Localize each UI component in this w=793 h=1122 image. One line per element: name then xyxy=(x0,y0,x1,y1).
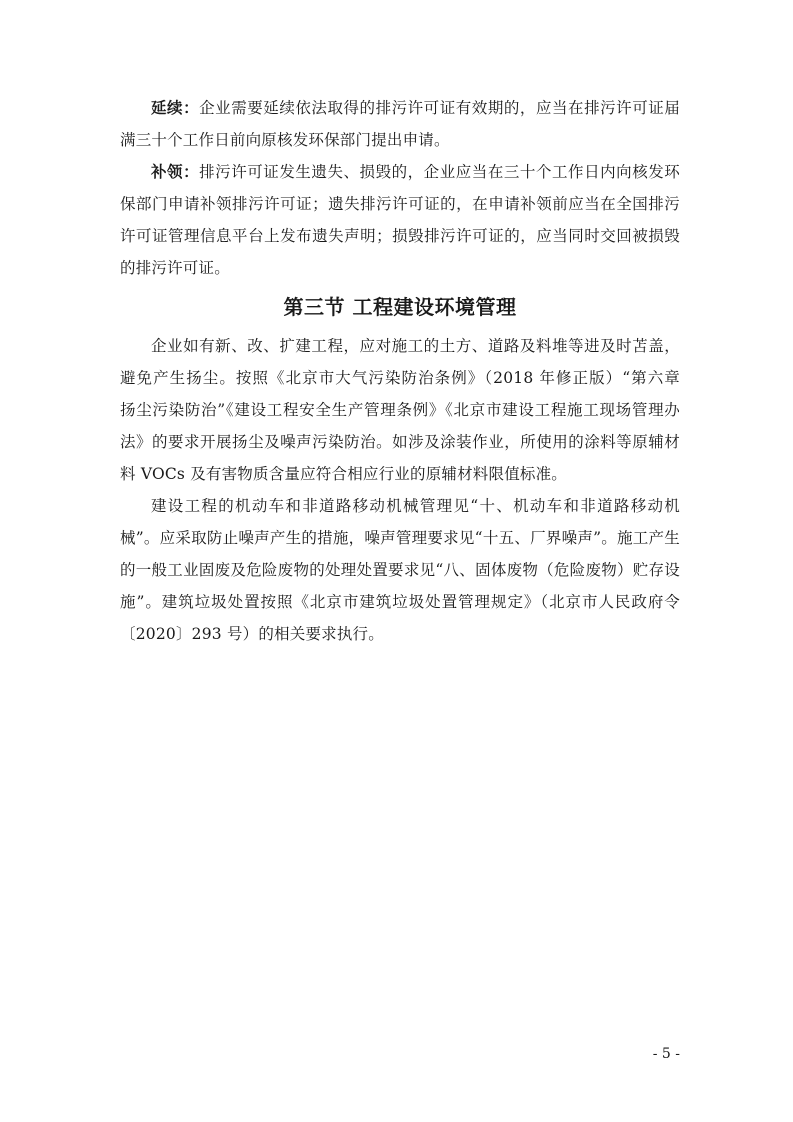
section-heading: 第三节 工程建设环境管理 xyxy=(283,295,517,319)
document-page xyxy=(120,92,696,650)
replacement-term: 补领： xyxy=(151,162,200,181)
renewal-term: 延续： xyxy=(151,98,200,117)
paragraph-replacement xyxy=(120,156,680,284)
page-number: - 5 - xyxy=(652,1046,680,1062)
paragraph-renewal xyxy=(120,92,680,156)
renewal-text: 企业需要延续依法取得的排污许可证有效期的，应当在排污许可证届满三十个工作日前向原核发环保部门提出申请。 xyxy=(120,99,680,149)
replacement-text: 排污许可证发生遗失、损毁的，企业应当在三十个工作日内向核发环保部门申请补领排污许可证；遗失排污许可证的，在申请补领前应当在全国排污许可证管理信息平台上发布遗失声明；损毁排污许可证的，应当同时交回被损毁的排污许可证。 xyxy=(120,163,680,277)
paragraph-construction-dust: 企业如有新、改、扩建工程，应对施工的土方、道路及料堆等进及时苫盖，避免产生扬尘。按照《北京市大气污染防治条例》（2018 年修正版）“第六章 扬尘污染防治”《建设工程安全生产管理条例》《北京市建设工程施工现场管理办法》的要求开展扬尘及噪声污染防治。如涉及涂装作业，所使用的涂料等原辅材料 VOCs 及有害物质含量应符合相应行业的原辅材料限值标准。 xyxy=(120,337,696,483)
paragraph-construction-machinery: 建设工程的机动车和非道路移动机械管理见“十、机动车和非道路移动机械”。应采取防止噪声产生的措施，噪声管理要求见“十五、厂界噪声”。施工产生的一般工业固废及危险废物的处理处置要求见“八、固体废物（危险废物）贮存设施”。建筑垃圾处置按照《北京市建筑垃圾处置管理规定》（北京市人民政府令〔2020〕293 号）的相关要求执行。 xyxy=(120,497,680,643)
